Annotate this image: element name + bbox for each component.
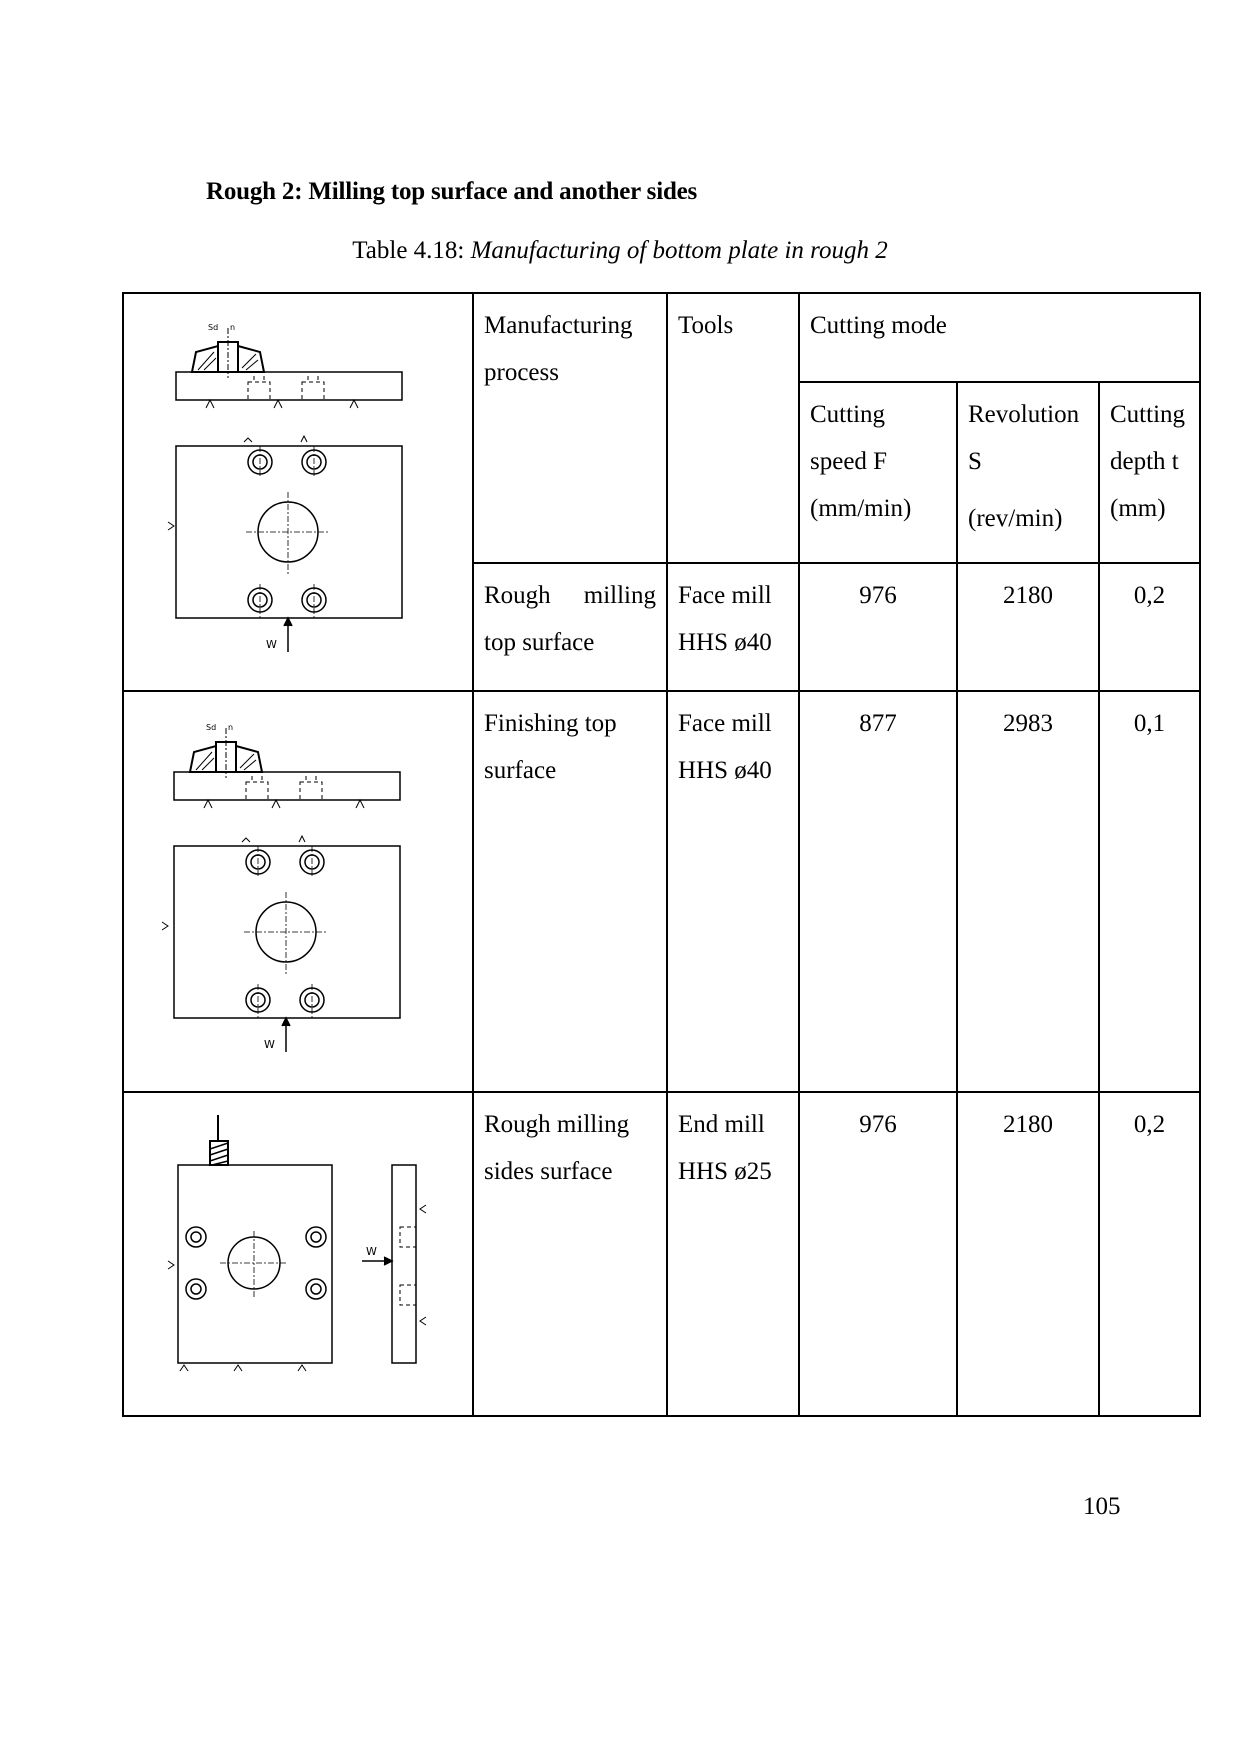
tool-line: HHS ø40: [678, 757, 772, 784]
tool-line: End mill: [678, 1111, 765, 1138]
row-2-speed: 877: [799, 691, 957, 1092]
header-cutting-mode: Cutting mode: [799, 293, 1200, 382]
operation-diagram-2: [123, 691, 473, 1092]
feed-label: Sd: [206, 723, 217, 732]
table-row: [123, 1092, 1200, 1416]
row-3-tools: [667, 1092, 799, 1416]
header-revolution-line: S: [968, 447, 982, 475]
section-heading: Rough 2: Milling top surface and another sides: [206, 178, 698, 205]
process-word: milling: [583, 582, 656, 610]
table-row: [123, 691, 1200, 1092]
process-line-justified: [484, 572, 656, 619]
end-mill-sides-diagram: [134, 1101, 484, 1415]
process-line: Finishing top: [484, 710, 617, 737]
header-depth-line: Cutting: [1110, 400, 1186, 428]
force-label: W: [366, 1245, 377, 1258]
header-depth-line: (mm): [1110, 494, 1166, 522]
row-2-revolution: 2983: [957, 691, 1099, 1092]
row-1-process: [473, 563, 667, 691]
row-3-speed: 976: [799, 1092, 957, 1416]
process-word: Rough: [484, 582, 551, 610]
header-revolution: [957, 382, 1099, 564]
face-mill-top-diagram-2: [134, 700, 484, 1091]
header-process: Manufacturing process: [473, 293, 667, 563]
header-depth-line: depth t: [1110, 447, 1179, 475]
process-line: sides surface: [484, 1158, 613, 1185]
row-1-speed: 976: [799, 563, 957, 691]
header-speed-line: speed F: [810, 447, 888, 475]
feed-label: Sd: [208, 323, 219, 332]
row-2-process: [473, 691, 667, 1092]
force-label: W: [266, 638, 277, 651]
tool-line: HHS ø25: [678, 1158, 772, 1185]
row-2-depth: 0,1: [1099, 691, 1200, 1092]
operation-diagram-1: [123, 293, 473, 691]
operation-diagram-3: [123, 1092, 473, 1416]
tool-line: Face mill: [678, 582, 772, 610]
caption-title: Manufacturing of bottom plate in rough 2: [470, 237, 888, 264]
caption-prefix: Table 4.18:: [352, 237, 471, 264]
row-1-tools: [667, 563, 799, 691]
face-mill-top-diagram-1: [134, 302, 484, 690]
header-cutting-depth: [1099, 382, 1200, 564]
manufacturing-table: [122, 292, 1201, 1417]
row-2-tools: [667, 691, 799, 1092]
header-cutting-speed: [799, 382, 957, 564]
header-speed-line: Cutting: [810, 400, 886, 428]
rotation-label: n: [230, 323, 236, 332]
header-tools: Tools: [667, 293, 799, 563]
header-speed-line: (mm/min): [810, 494, 912, 522]
process-line: surface: [484, 757, 557, 784]
header-revolution-line: Revolution: [968, 400, 1080, 428]
row-3-depth: 0,2: [1099, 1092, 1200, 1416]
process-line: top surface: [484, 629, 595, 657]
tool-line: HHS ø40: [678, 629, 772, 657]
table-caption: [0, 237, 1240, 265]
tool-line: Face mill: [678, 710, 772, 737]
row-3-revolution: 2180: [957, 1092, 1099, 1416]
row-3-process: [473, 1092, 667, 1416]
process-line: Rough milling: [484, 1111, 630, 1138]
row-1-depth: 0,2: [1099, 563, 1200, 691]
force-label: W: [264, 1038, 275, 1051]
page-number: 105: [1083, 1493, 1121, 1520]
header-revolution-line: (rev/min): [968, 504, 1063, 532]
rotation-label: n: [228, 723, 234, 732]
row-1-revolution: 2180: [957, 563, 1099, 691]
